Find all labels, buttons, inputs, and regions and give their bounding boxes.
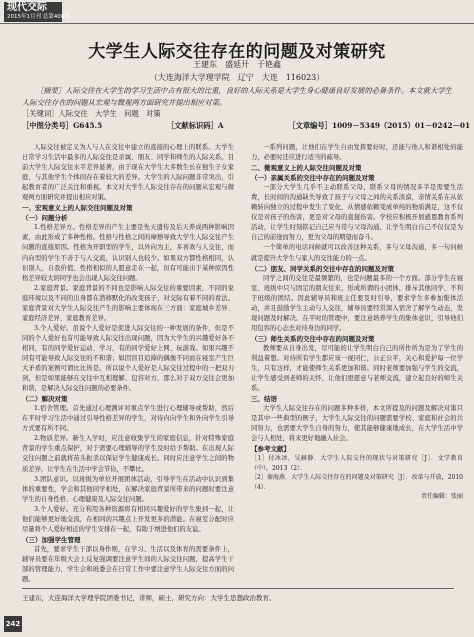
section-heading: （一）问题分析 (22, 214, 68, 223)
body-paragraph: 3.个人爱好。充分利用各种资源将有相同兴趣爱好的学生集到一起，让他们能够更好地交流，在相同的兴趣点上开发更多的潜能。在寝室分配时应尽量将个人爱好相近的学生安排在一起，有助于增进他们的友谊。 (22, 505, 234, 533)
article-affiliation: （大连海洋大学理学院 辽宁 大连 116023） (149, 73, 325, 82)
section-heading: （三）加强学生管理 (22, 535, 81, 544)
article-abstract: ［摘要］人际交往在大学生的学习生活中占有很大的比重，良好的人际关系是大学生身心健康良好发展的必备条件。本文就大学生人际交往存在的问题从宏观与微观两方面研究并提出相应对策。 (22, 86, 452, 107)
section-heading: 三、结语 (251, 395, 277, 404)
body-paragraph: 同学之间的交往是最频繁的，也是问题最多的一个方面。部分学生在寝室、班级中只与固定的朋友往来，形成所谓的小团体，排斥其他同学，不利于班级的团结。因此辅导员和班主任要及时引导，要求学生多参加集体活动，并且鼓励学生主动与人交往，辅导员要经常深入宿舍了解学生动态，发现问题及时解决。在平时的管理中，要注意培养学生的集体意识，引导他们用包容的心态去对待身边的同学。 (251, 274, 463, 332)
classification-line (22, 121, 471, 131)
section-heading: （一）亲属关系的交往中存在的问题及对策 (251, 174, 375, 183)
body-paragraph: 首先，要求学生干部以身作则，在学习、生活以及体育的需要条件上，辅导员要在年级大会上反复强调要注意学生间的人际交往问题，提高学生干部的管理能力，学生会和班委会在日常工作中要注意学生人际交往方面的问题。 (22, 545, 234, 584)
body-paragraph: 一系列问题，让他们在学生自由发挥要好时，还能与他人和谐相处的能力，必要时还应进行适当的疏导。 (251, 144, 463, 162)
body-paragraph: 1.性格差异方。性格差异的产生主要是先天遗传及后天养成两种影响因素，由此形成了多种性格。性格与性格之间的摩擦导致大学生人际交往产生问题的直接原因。性格为开朗型的学生，以外向为主，多喜欢与人交往，而内向型的学生不善于与人交流，认识别人也较少。如果双方都性格相同，认识别人，自我价值、性格相似的人愿意走在一起，但有可能出于某种原因性格差异较大的同学也会出现人际交往问题。 (22, 224, 234, 282)
article-title: 大学生人际交往存在的问题及对策研究 (88, 42, 386, 62)
journal-header (0, 0, 474, 26)
body-paragraph: 3.个人爱好。虽说个人爱好是促进人际交往的一种发展的条件，但是不同的个人爱好也有可能导致人际交往出现问题，因为大学生的兴趣爱好各不相同，有的同学爱好运动、学习，有的同学爱好上网、玩游戏。如果兴趣不同有可能导致人际交往的不和谐；如因盲目追捧的偶像不同而在寝室产生巨大矛盾的案例可谓比比皆是。所以说个人爱好是人际交往过程中的一把双刃剑，但是如果能够在交往中互相理解、包容对方，那么对于双方交往会更加和谐，是解决人际交往问题的必要条件。 (22, 324, 234, 393)
body-paragraph: 一个简单的电话问候就可以改善这种关系，多与父母沟通，多一句问候就是提升大学生与家人的交往能力的一点。 (251, 244, 463, 262)
document-code: ［文献标识码］A (166, 121, 224, 130)
article-authors: 王建东 盛延开 于艳鑫 (193, 60, 281, 69)
article-number: ［文章编号］1009－5349（2015）01－0242－01 (288, 121, 471, 130)
section-heading: 二、微观意义上的人际交往问题及对策 (251, 164, 362, 173)
footer-rule (22, 588, 454, 589)
journal-badge (4, 2, 70, 22)
article-keywords: ［关键词］人际交往 大学生 问题 对策 (22, 109, 161, 118)
left-column (22, 143, 234, 585)
body-paragraph: 一部分大学生几乎不主动联系父母，联系父母的情况多半是需要生活费，长时间的沟通缺失导致了孩子与父母之间的关系淡漠，亲情关系在从依赖转向独立的过程中发生了变化，从情感依赖变成单纯的物质满足，这不仅仅是对孩子的伤害，更是对父母的直接伤害。学校应积极开展感恩教育系列活动，让学生时刻铭记自己应当常与父母沟通，让学生明白自己不仅仅是为自己的前途而努力，更为父母的期望而奋斗。 (251, 184, 463, 242)
right-column (251, 143, 463, 503)
body-paragraph: 2.物质差异。新生入学时，应注意收集学生的家庭信息，针对特殊家庭背景的学生重点保护，对于需要心理辅导的学生及时给予帮助。在出现人际交往问题之前就将苗头扼杀以保证学生健康成长。同时应注意学生之间的物质差异，让学生在生活中学会节俭，不攀比。 (22, 435, 234, 473)
author-bio: 王建东，大连海洋大学理学院团委书记，讲师，硕士，研究方向：大学生思想政治教育。 (22, 594, 276, 602)
body-paragraph: 人际交往被定义为人与人在交往中建立的直接的心理上的联系。大学生日常学习生活中最多的人际交往是亲属、朋友、同学和师生的人际关系。目前大学生人际交往水平差异显著，由于现在大学生大多数生长在独生子女家庭，与其他学生个体间存在着较大的差异。大学生的人际问题非常突出，引起教育者的广泛关注和重视。本文对大学生人际交往存在的问题从宏观与微观两方面研究并提出相应对策。 (22, 144, 234, 202)
body-paragraph: 3.团队意识。以班级为单位开展团体活动，引导学生在活动中认识到集体的重要性，学会和其他同学相处，在解决家庭背景所带来的问题时要注意学生的自身性格、心理健康及人际交往问题。 (22, 475, 234, 503)
journal-name: 现代交际 (7, 2, 47, 13)
editor-note: 责任编辑：张丽 (420, 493, 463, 501)
body-paragraph: 2.家庭背景。家庭背景的不同也是影响人际交往的重要因素，不同的家庭环境以及不同的出身都在潜移默化的改变孩子，对交际有着不同的看法。家庭背景对大学生人际交往产生的影响主要体现在三方面：家庭城乡差异、家庭经济差异、家庭教育差异。 (22, 284, 234, 322)
header-rule (0, 23, 474, 24)
section-heading: 一、宏观意义上的人际交往问题及对策 (22, 204, 133, 213)
reference-item: ［2］秦海燕．大学生人际交往存在的问题及对策研究［J］．改革与开放，2010（4）． (251, 474, 463, 491)
section-heading: （二）朋友、同学关系的交往中存在的问题及对策 (251, 264, 394, 273)
body-paragraph: 大学生人际交往存在的问题多种多样，本文所提及的问题及解决对策只是其中一些典型的例子，大学生人际交往的问题需要学校、家庭和社会的共同努力，也需要大学生自身的努力，使其能够健康地成长，在大学生活中学会与人相处，将来更好地融入社会。 (251, 405, 463, 443)
section-heading: （三）师生关系的交往中存在的问题及对策 (251, 334, 375, 343)
issue-info: 2015年1月刊 总第400期 (7, 14, 70, 20)
section-heading: 【参考文献】 (251, 445, 290, 454)
body-paragraph: 1.宿舍管理。首先通过心理测评对重点学生进行心理辅导或帮助，然后在平时学习生活中通过引导性格差异的学生，对待内向学生和外向学生引导方式要有所不同。 (22, 405, 234, 433)
section-heading: （二）解决对策 (22, 395, 68, 404)
clc-number: ［中图分类号］G645.5 (22, 121, 103, 130)
page-number: 242 (4, 616, 22, 632)
body-paragraph: 教师要从自身出发，尽可能的让学生明白自己的所作所为是为了学生的利益着想。对待所有学生都应该一视同仁，公正公平，关心和爱护每一位学生，只有这样，才能使师生关系更加和谐。同时老师要加强与学生的交流，让学生感受到老师的关怀，让他们更愿意与老师交流，建立起良好的师生关系。 (251, 344, 463, 393)
reference-item: ［1］付冰冰，吴赫静．大学生人际交往的现状与对策研究［J］．文学教育（中），2013（2）． (251, 455, 463, 472)
